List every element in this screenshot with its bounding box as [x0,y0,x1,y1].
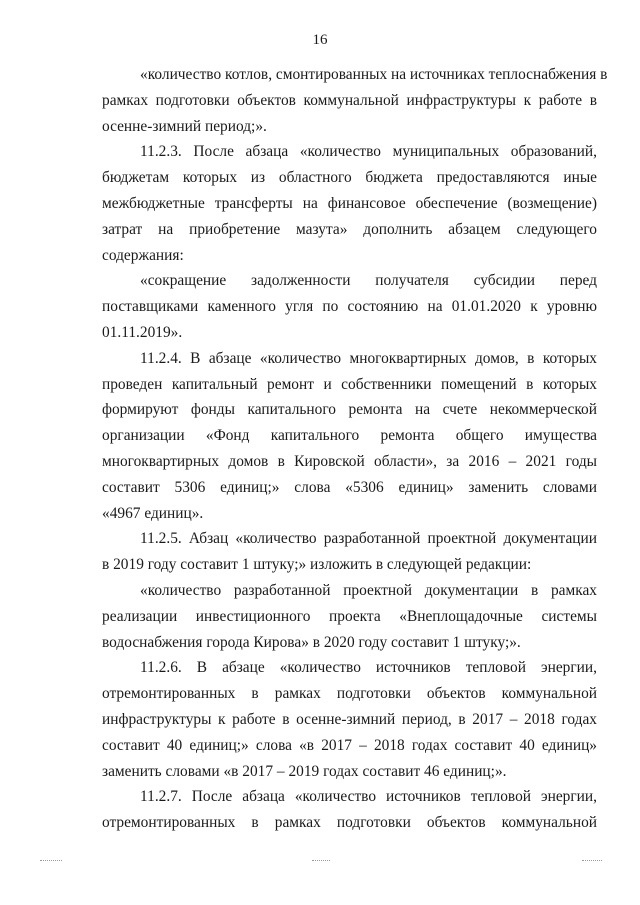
paragraph-line: отремонтированных в рамках подготовки объектов коммунальной [102,814,597,832]
scan-artifact-right [582,860,602,862]
paragraph-line: 11.2.7. После абзаца «количество источников тепловой энергии, [140,788,597,806]
paragraph-p6 [102,578,597,655]
document-body [102,62,608,836]
paragraph-line: содержания: [102,246,184,264]
paragraph-line: 11.2.6. В абзаце «количество источников тепловой энергии, [140,659,597,677]
paragraph-line: 01.11.2019». [102,323,183,341]
paragraph-line: формируют фонды капитального ремонта на счете некоммерческой [102,401,597,419]
paragraph-line: «количество котлов, смонтированных на источниках теплоснабжения в [140,66,608,83]
paragraph-line: реализации инвестиционного проекта «Внеплощадочные системы [102,607,597,625]
paragraph-line: 11.2.4. В абзаце «количество многоквартирных домов, в которых [140,349,597,367]
paragraph-line: 11.2.5. Абзац «количество разработанной проектной документации [140,530,597,548]
paragraph-line: составит 40 единиц;» слова «в 2017 – 2018 годах составит 40 единиц» [102,736,597,754]
paragraph-p4 [102,346,597,527]
paragraph-line: поставщиками каменного угля по состоянию на 01.01.2020 к уровню [102,298,597,316]
paragraph-line: осенне-зимний период;». [102,117,267,135]
paragraph-line: межбюджетные трансферты на финансовое обеспечение (возмещение) [102,194,597,212]
paragraph-p8 [102,784,597,836]
paragraph-line: составит 5306 единиц;» слова «5306 единиц» заменить словами [102,478,597,496]
paragraph-line: проведен капитальный ремонт и собственники помещений в которых [102,375,597,393]
scan-artifact-center [312,860,330,862]
paragraph-p5 [102,526,597,578]
paragraph-line: бюджетам которых из областного бюджета предоставляются иные [102,169,597,187]
paragraph-line: заменить словами «в 2017 – 2019 годах составит 46 единиц;». [102,762,507,780]
paragraph-line: многоквартирных домов в Кировской области», за 2016 – 2021 годы [102,452,597,470]
paragraph-line: в 2019 году составит 1 штуку;» изложить в следующей редакции: [102,556,532,574]
paragraph-line: 11.2.3. После абзаца «количество муниципальных образований, [140,143,597,161]
paragraph-line: организации «Фонд капитального ремонта общего имущества [102,427,597,445]
paragraph-line: рамках подготовки объектов коммунальной инфраструктуры к работе в [102,91,597,109]
page-number: 16 [312,32,328,48]
paragraph-line: затрат на приобретение мазута» дополнить абзацем следующего [102,220,597,238]
paragraph-line: отремонтированных в рамках подготовки объектов коммунальной [102,685,597,703]
paragraph-p1 [102,62,608,139]
paragraph-line: инфраструктуры к работе в осенне-зимний период, в 2017 – 2018 годах [102,710,597,728]
scan-artifact-left [40,860,62,862]
paragraph-p3 [102,268,597,345]
paragraph-p7 [102,655,597,784]
paragraph-line: водоснабжения города Кирова» в 2020 году составит 1 штуку;». [102,633,521,651]
paragraph-line: «сокращение задолженности получателя субсидии перед [140,272,597,290]
paragraph-p2 [102,139,597,268]
paragraph-line: «количество разработанной проектной документации в рамках [140,581,597,599]
paragraph-line: «4967 единиц». [102,504,204,522]
